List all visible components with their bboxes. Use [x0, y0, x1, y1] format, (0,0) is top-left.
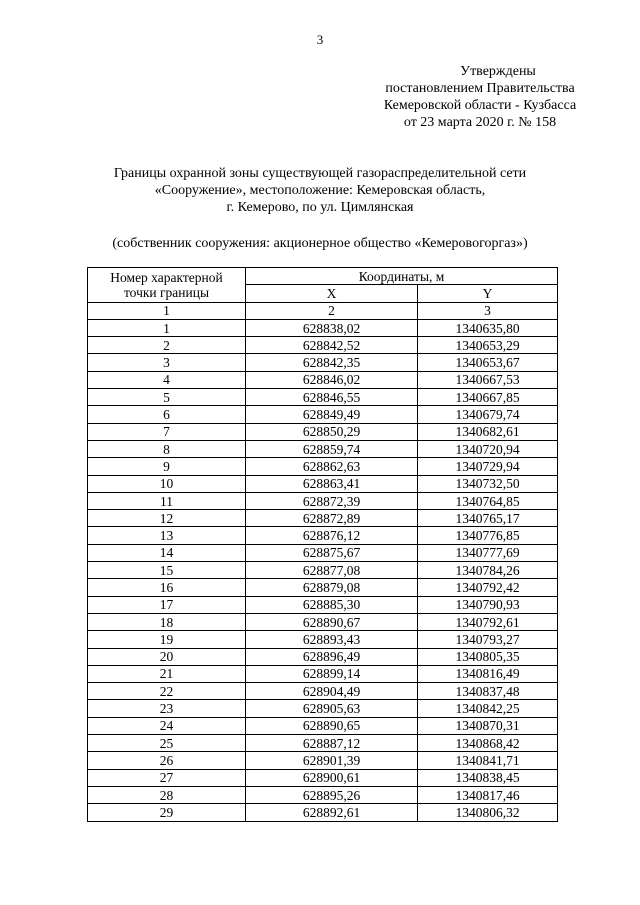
table-row: [88, 354, 558, 371]
cell-point-number: 21: [88, 665, 246, 682]
cell-x: 628849,49: [246, 406, 418, 423]
cell-y: 1340870,31: [418, 717, 558, 734]
header-x: X: [246, 285, 418, 302]
cell-point-number: 4: [88, 371, 246, 388]
cell-y: 1340682,61: [418, 423, 558, 440]
table-row: [88, 440, 558, 457]
table-row: [88, 389, 558, 406]
table-row: [88, 683, 558, 700]
cell-y: 1340777,69: [418, 544, 558, 561]
table-row: [88, 700, 558, 717]
header-coordinates: Координаты, м: [246, 268, 558, 285]
cell-x: 628895,26: [246, 786, 418, 803]
cell-y: 1340653,29: [418, 337, 558, 354]
cell-y: 1340817,46: [418, 786, 558, 803]
cell-y: 1340729,94: [418, 458, 558, 475]
title-line: «Сооружение», местоположение: Кемеровская область,: [154, 183, 486, 198]
cell-x: 628872,89: [246, 510, 418, 527]
cell-point-number: 29: [88, 804, 246, 821]
cell-x: 628890,65: [246, 717, 418, 734]
cell-y: 1340792,42: [418, 579, 558, 596]
cell-point-number: 10: [88, 475, 246, 492]
cell-x: 628877,08: [246, 562, 418, 579]
cell-x: 628887,12: [246, 735, 418, 752]
cell-point-number: 9: [88, 458, 246, 475]
page-number: 3: [316, 32, 324, 47]
table-row: [88, 492, 558, 509]
cell-x: 628846,55: [246, 389, 418, 406]
cell-y: 1340765,17: [418, 510, 558, 527]
cell-point-number: 3: [88, 354, 246, 371]
header-point-line: Номер характерной: [110, 269, 223, 285]
cell-y: 1340842,25: [418, 700, 558, 717]
table-row: [88, 337, 558, 354]
cell-y: 1340838,45: [418, 769, 558, 786]
cell-x: 628901,39: [246, 752, 418, 769]
column-number-row: [88, 302, 558, 319]
column-number: 3: [418, 302, 558, 319]
cell-y: 1340764,85: [418, 492, 558, 509]
table-row: [88, 423, 558, 440]
approval-line: Кемеровской области - Кузбасса: [383, 98, 577, 113]
cell-point-number: 11: [88, 492, 246, 509]
table-row: [88, 769, 558, 786]
cell-x: 628863,41: [246, 475, 418, 492]
table-row: [88, 319, 558, 336]
cell-point-number: 24: [88, 717, 246, 734]
cell-point-number: 7: [88, 423, 246, 440]
cell-x: 628876,12: [246, 527, 418, 544]
cell-x: 628885,30: [246, 596, 418, 613]
table-row: [88, 717, 558, 734]
approval-block: [330, 63, 630, 131]
table-row: [88, 613, 558, 630]
cell-y: 1340784,26: [418, 562, 558, 579]
cell-x: 628899,14: [246, 665, 418, 682]
cell-point-number: 8: [88, 440, 246, 457]
cell-y: 1340679,74: [418, 406, 558, 423]
cell-x: 628850,29: [246, 423, 418, 440]
table-row: [88, 458, 558, 475]
cell-x: 628890,67: [246, 613, 418, 630]
cell-point-number: 5: [88, 389, 246, 406]
header-y: Y: [418, 285, 558, 302]
table-row: [88, 631, 558, 648]
cell-point-number: 16: [88, 579, 246, 596]
cell-x: 628859,74: [246, 440, 418, 457]
cell-x: 628838,02: [246, 319, 418, 336]
table-row: [88, 752, 558, 769]
cell-point-number: 20: [88, 648, 246, 665]
table-header-row: [88, 268, 558, 285]
cell-x: 628846,02: [246, 371, 418, 388]
cell-point-number: 14: [88, 544, 246, 561]
cell-point-number: 1: [88, 319, 246, 336]
title-line: г. Кемерово, по ул. Цимлянская: [226, 200, 414, 215]
table-row: [88, 544, 558, 561]
cell-point-number: 18: [88, 613, 246, 630]
table-row: [88, 475, 558, 492]
table-row: [88, 406, 558, 423]
coordinates-body: [88, 319, 558, 821]
table-row: [88, 527, 558, 544]
cell-point-number: 26: [88, 752, 246, 769]
cell-x: 628862,63: [246, 458, 418, 475]
cell-y: 1340837,48: [418, 683, 558, 700]
cell-point-number: 2: [88, 337, 246, 354]
table-row: [88, 648, 558, 665]
cell-y: 1340806,32: [418, 804, 558, 821]
cell-x: 628896,49: [246, 648, 418, 665]
cell-y: 1340635,80: [418, 319, 558, 336]
header-point-line: точки границы: [123, 284, 210, 300]
cell-y: 1340816,49: [418, 665, 558, 682]
cell-point-number: 28: [88, 786, 246, 803]
title-line: Границы охранной зоны существующей газораспределительной сети: [113, 166, 527, 181]
cell-x: 628905,63: [246, 700, 418, 717]
approval-line: от 23 марта 2020 г. № 158: [403, 115, 557, 130]
cell-point-number: 27: [88, 769, 246, 786]
table-row: [88, 596, 558, 613]
cell-x: 628900,61: [246, 769, 418, 786]
cell-x: 628872,39: [246, 492, 418, 509]
cell-y: 1340841,71: [418, 752, 558, 769]
cell-y: 1340790,93: [418, 596, 558, 613]
cell-x: 628842,35: [246, 354, 418, 371]
cell-y: 1340732,50: [418, 475, 558, 492]
cell-x: 628879,08: [246, 579, 418, 596]
cell-x: 628875,67: [246, 544, 418, 561]
approval-line: Утверждены: [460, 64, 536, 79]
cell-y: 1340653,67: [418, 354, 558, 371]
cell-y: 1340792,61: [418, 613, 558, 630]
approval-line: постановлением Правительства: [385, 81, 575, 96]
table-row: [88, 735, 558, 752]
cell-point-number: 13: [88, 527, 246, 544]
cell-point-number: 6: [88, 406, 246, 423]
owner-note: (собственник сооружения: акционерное общество «Кемеровогоргаз»): [112, 236, 528, 251]
cell-point-number: 22: [88, 683, 246, 700]
cell-y: 1340776,85: [418, 527, 558, 544]
coordinates-table: [87, 267, 558, 822]
cell-point-number: 23: [88, 700, 246, 717]
cell-x: 628904,49: [246, 683, 418, 700]
column-number: 1: [88, 302, 246, 319]
cell-y: 1340720,94: [418, 440, 558, 457]
document-title: [0, 165, 640, 216]
cell-point-number: 15: [88, 562, 246, 579]
header-point-number: [88, 268, 246, 303]
cell-y: 1340868,42: [418, 735, 558, 752]
cell-point-number: 19: [88, 631, 246, 648]
cell-point-number: 12: [88, 510, 246, 527]
column-number: 2: [246, 302, 418, 319]
cell-y: 1340805,35: [418, 648, 558, 665]
table-row: [88, 579, 558, 596]
cell-y: 1340667,85: [418, 389, 558, 406]
cell-y: 1340667,53: [418, 371, 558, 388]
cell-x: 628842,52: [246, 337, 418, 354]
cell-y: 1340793,27: [418, 631, 558, 648]
cell-point-number: 25: [88, 735, 246, 752]
table-row: [88, 786, 558, 803]
table-row: [88, 804, 558, 821]
table-row: [88, 371, 558, 388]
cell-x: 628893,43: [246, 631, 418, 648]
table-row: [88, 665, 558, 682]
cell-x: 628892,61: [246, 804, 418, 821]
cell-point-number: 17: [88, 596, 246, 613]
table-row: [88, 510, 558, 527]
table-row: [88, 562, 558, 579]
